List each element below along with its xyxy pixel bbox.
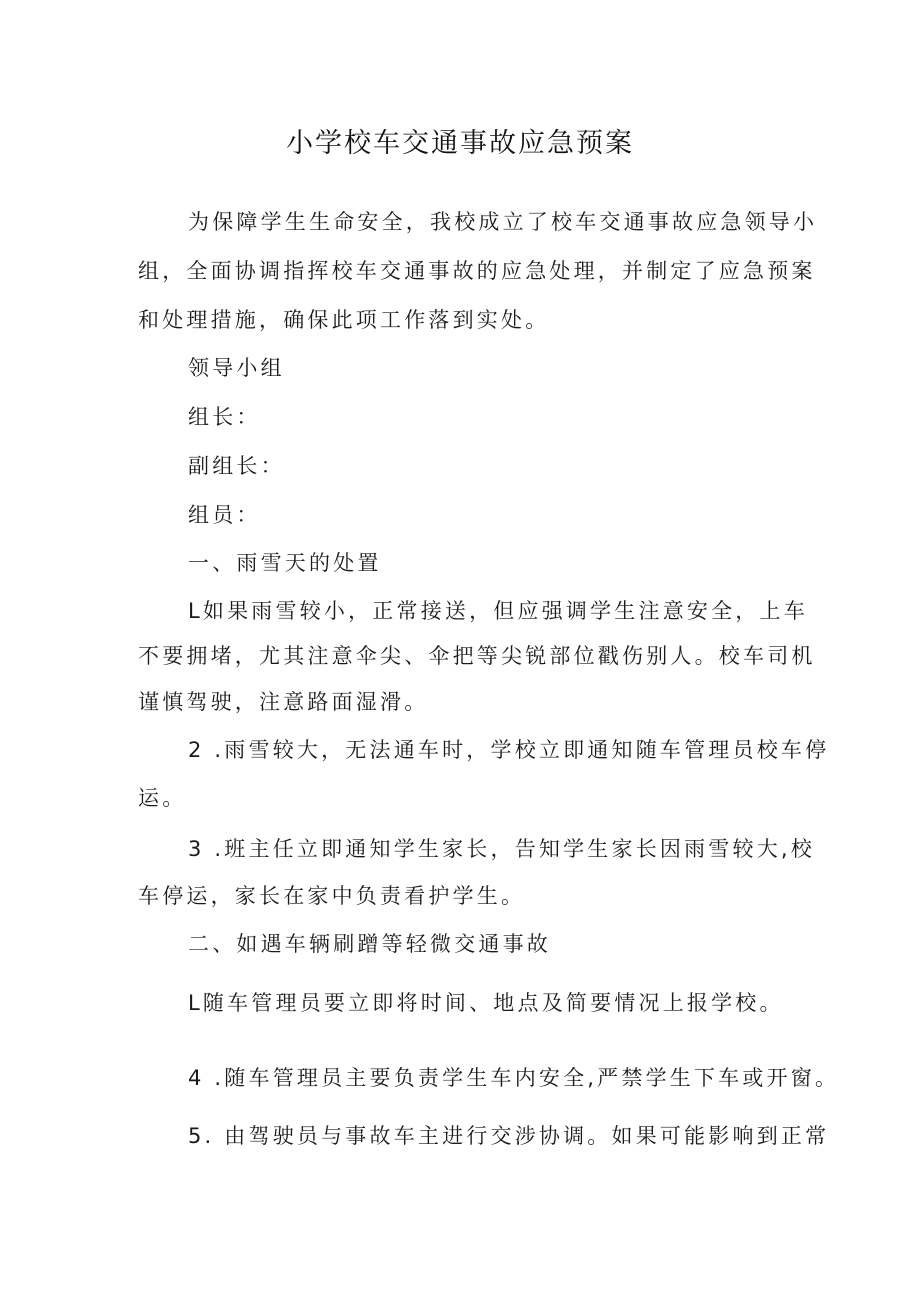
paragraph-line: 车停运，家长在家中负责看护学生。 — [138, 884, 526, 908]
paragraph-line: 3 .班主任立即通知学生家长，告知学生家长因雨雪较大,校 — [188, 837, 815, 861]
paragraph-line: 不要拥堵，尤其注意伞尖、伞把等尖锐部位戳伤别人。校车司机 — [138, 644, 816, 668]
paragraph-line: 谨慎驾驶，注意路面湿滑。 — [138, 690, 429, 714]
paragraph-line: 运。 — [138, 786, 187, 810]
paragraph-line: 为保障学生生命安全，我校成立了校车交通事故应急领导小 — [188, 210, 818, 234]
leader-label: 组长： — [188, 405, 261, 429]
section-heading: 领导小组 — [188, 356, 285, 380]
section-heading: 一、雨雪天的处置 — [188, 551, 382, 575]
paragraph-line: 5. 由驾驶员与事故车主进行交涉协调。如果可能影响到正常 — [188, 1124, 830, 1148]
paragraph-line: L随车管理员要立即将时间、地点及简要情况上报学校。 — [188, 991, 784, 1015]
paragraph-line: L如果雨雪较小，正常接送，但应强调学生注意安全，上车 — [188, 599, 808, 623]
paragraph-line: 2 .雨雪较大，无法通车时，学校立即通知随车管理员校车停 — [188, 738, 830, 762]
paragraph-line: 4 .随车管理员主要负责学生车内安全,严禁学生下车或开窗。 — [188, 1066, 840, 1090]
paragraph-line: 和处理措施，确保此项工作落到实处。 — [138, 308, 550, 332]
members-label: 组员： — [188, 503, 261, 527]
paragraph-line: 组，全面协调指挥校车交通事故的应急处理，并制定了应急预案 — [138, 259, 816, 283]
document-title: 小学校车交通事故应急预案 — [286, 128, 634, 159]
section-heading: 二、如遇车辆刷蹭等轻微交通事故 — [188, 932, 551, 956]
deputy-leader-label: 副组长： — [188, 454, 285, 478]
